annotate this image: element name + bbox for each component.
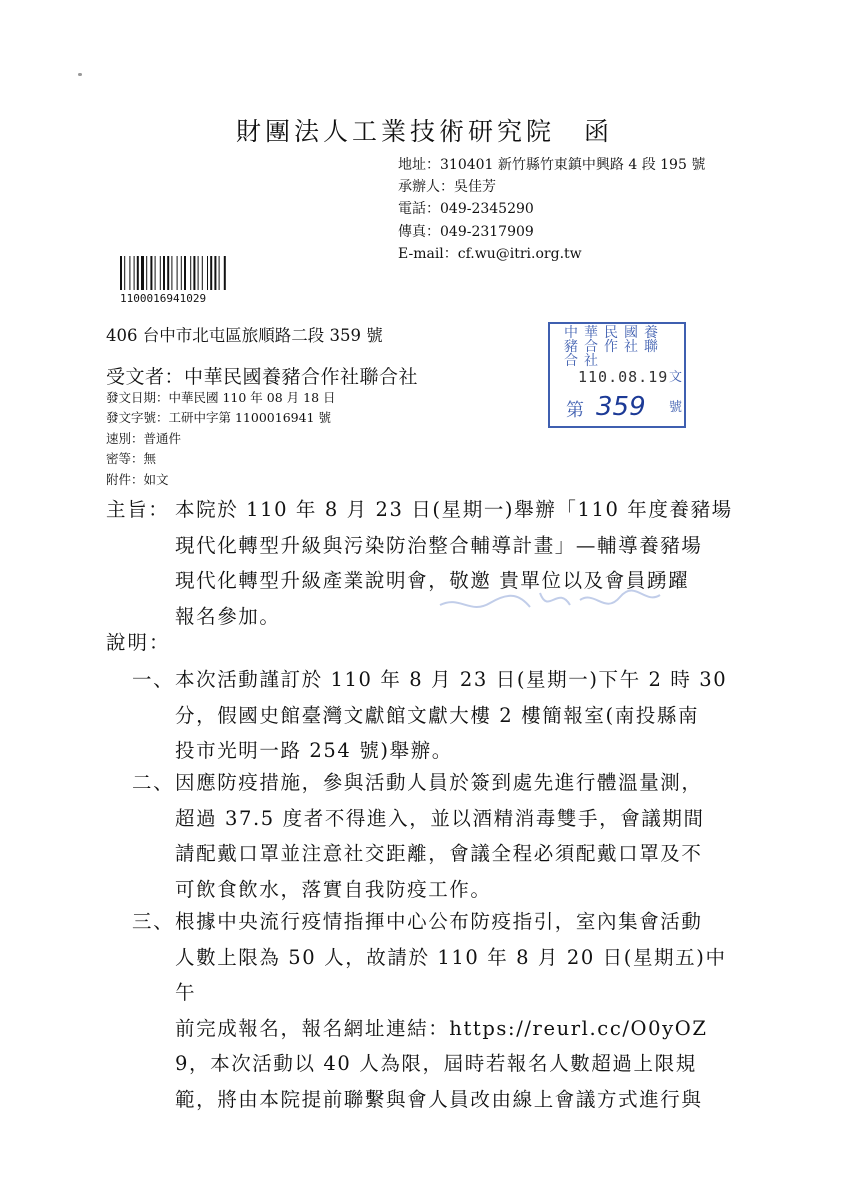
stamp-number-label: 第 — [566, 400, 584, 421]
document-meta — [106, 388, 336, 490]
contact-email: E-mail：cf.wu@itri.org.tw — [398, 245, 582, 262]
sender-contact-block — [398, 154, 705, 265]
document-number: 發文字號：工研中字第 1100016941 號 — [106, 410, 331, 426]
stamp-side-top: 文 — [668, 370, 682, 385]
item-number: 一、 — [132, 668, 175, 691]
item-line: 9，本次活動以 40 人為限，屆時若報名人數超過上限規 — [175, 1052, 697, 1075]
item-line: 分，假國史館臺灣文獻館文獻大樓 2 樓簡報室(南投縣南 — [175, 703, 700, 727]
stamp-number-handwritten: 359 — [596, 392, 646, 422]
contact-fax: 傳真：049-2317909 — [398, 223, 534, 240]
subject-line: 現代化轉型升級產業說明會，敬邀 貴單位以及會員踴躍 — [175, 569, 690, 592]
description-item-1 — [175, 662, 745, 769]
description-item-2 — [175, 765, 745, 907]
contact-phone: 電話：049-2345290 — [398, 201, 534, 218]
item-line: 因應防疫措施，參與活動人員於簽到處先進行體溫量測， — [175, 771, 703, 794]
item-line: 超過 37.5 度者不得進入，並以酒精消毒雙手，會議期間 — [175, 806, 705, 830]
issue-date: 發文日期：中華民國 110 年 08 月 18 日 — [106, 390, 336, 405]
item-line: 人數上限為 50 人，故請於 110 年 8 月 20 日(星期五)中午 — [175, 945, 727, 1004]
barcode-image — [120, 256, 278, 290]
stamp-side-bottom: 號 — [668, 400, 682, 415]
contact-person: 承辦人：吳佳芳 — [398, 179, 496, 196]
delivery-speed: 速別：普通件 — [106, 430, 182, 446]
item-line: 請配戴口罩並注意社交距離，會議全程必須配戴口罩及不 — [175, 842, 703, 865]
item-line: 前完成報名，報名網址連結：https://reurl.cc/O0yOZ — [175, 1016, 708, 1040]
item-number: 二、 — [132, 771, 175, 794]
sender-address: 地址：310401 新竹縣竹東鎮中興路 4 段 195 號 — [398, 157, 706, 173]
item-line: 投市光明一路 254 號)舉辦。 — [175, 739, 453, 762]
security-level: 密等：無 — [106, 451, 157, 467]
scan-speck — [78, 73, 82, 76]
received-stamp — [548, 322, 686, 428]
subject-line: 報名參加。 — [175, 604, 281, 628]
item-number: 三、 — [132, 910, 175, 933]
stamp-date: 110.08.19 — [578, 368, 669, 386]
recipient-address: 406 台中市北屯區旅順路二段 359 號 — [106, 326, 383, 345]
description-label: 說明： — [106, 631, 171, 654]
subject-line: 本院於 110 年 8 月 23 日(星期一)舉辦「110 年度養豬場 — [175, 498, 733, 521]
subject-line: 現代化轉型升級與污染防治整合輔導計畫」—輔導養豬場 — [175, 533, 703, 557]
subject-label: 主旨： — [106, 498, 170, 521]
barcode-number: 1100016941029 — [120, 292, 207, 305]
letter-title: 財團法人工業技術研究院 函 — [235, 117, 613, 146]
description-item-3 — [175, 904, 745, 1117]
item-line: 範，將由本院提前聯繫與會人員改由線上會議方式進行與 — [175, 1087, 703, 1111]
handwritten-signature — [430, 575, 670, 630]
stamp-organization: 中華民國養豬合作社聯合社 — [564, 325, 664, 369]
item-line: 可飲食飲水，落實自我防疫工作。 — [175, 877, 492, 901]
attachments: 附件：如文 — [106, 471, 169, 487]
item-line: 根據中央流行疫情指揮中心公布防疫指引，室內集會活動 — [175, 910, 703, 933]
recipient-line: 受文者：中華民國養豬合作社聯合社 — [106, 366, 419, 388]
item-line: 本次活動謹訂於 110 年 8 月 23 日(星期一)下午 2 時 30 — [175, 668, 728, 691]
